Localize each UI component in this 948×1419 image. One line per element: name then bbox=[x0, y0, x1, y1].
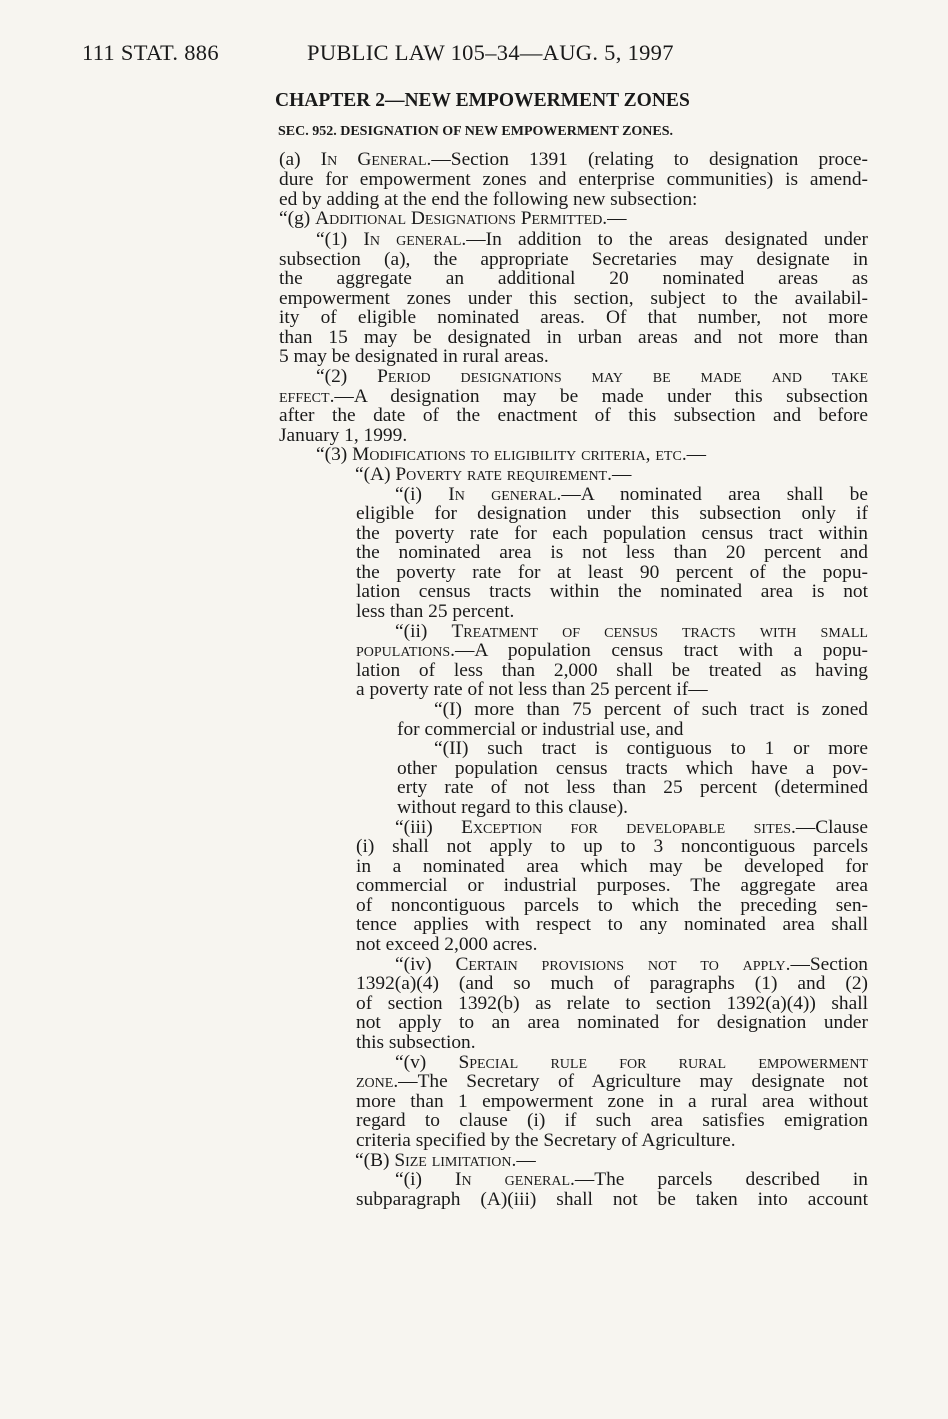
text-line: without regard to this clause). bbox=[397, 797, 629, 818]
text-line: “(A) Poverty rate requirement.— bbox=[355, 464, 632, 485]
text-line: “(II) such tract is contiguous to 1 or more bbox=[434, 738, 868, 759]
text-line: (a) In General.—Section 1391 (relating to designation proce- bbox=[279, 149, 868, 170]
text-line: subparagraph (A)(iii) shall not be taken into account bbox=[356, 1189, 868, 1210]
text-line: “(3) Modifications to eligibility criteria, etc.— bbox=[316, 444, 707, 465]
text-line: “(I) more than 75 percent of such tract is zoned bbox=[434, 699, 868, 720]
text-line: lation census tracts within the nominated area is not bbox=[356, 581, 868, 602]
text-line: the aggregate an additional 20 nominated areas as bbox=[279, 268, 868, 289]
text-line: not apply to an area nominated for designation under bbox=[356, 1012, 868, 1033]
section-heading: SEC. 952. DESIGNATION OF NEW EMPOWERMENT ZONES. bbox=[278, 124, 674, 139]
text-line: not exceed 2,000 acres. bbox=[356, 934, 538, 955]
text-line: “(ii) Treatment of census tracts with small bbox=[395, 621, 868, 642]
text-line: lation of less than 2,000 shall be treated as having bbox=[356, 660, 868, 681]
text-line: regard to clause (i) if such area satisfies emigration bbox=[356, 1110, 868, 1131]
text-line: 5 may be designated in rural areas. bbox=[279, 346, 549, 367]
text-line: 1392(a)(4) (and so much of paragraphs (1) and (2) bbox=[356, 973, 868, 994]
text-line: the poverty rate for each population census tract within bbox=[356, 523, 868, 544]
text-line: after the date of the enactment of this subsection and before bbox=[279, 405, 868, 426]
text-line: empowerment zones under this section, subject to the availabil- bbox=[279, 288, 868, 309]
text-line: “(2) Period designations may be made and take bbox=[316, 366, 868, 387]
text-line: the nominated area is not less than 20 percent and bbox=[356, 542, 868, 563]
text-line: “(B) Size limitation.— bbox=[355, 1150, 536, 1171]
text-line: “(v) Special rule for rural empowerment bbox=[395, 1052, 868, 1073]
text-line: zone.—The Secretary of Agriculture may designate not bbox=[356, 1071, 868, 1092]
text-line: populations.—A population census tract with a popu- bbox=[356, 640, 868, 661]
text-line: dure for empowerment zones and enterprise communities) is amend- bbox=[279, 169, 868, 190]
text-line: “(1) In general.—In addition to the areas designated under bbox=[316, 229, 868, 250]
statute-reference: 111 STAT. 886 bbox=[82, 40, 219, 65]
chapter-title: CHAPTER 2—NEW EMPOWERMENT ZONES bbox=[275, 90, 690, 111]
text-line: “(iv) Certain provisions not to apply.—Section bbox=[395, 954, 869, 975]
text-line: “(g) Additional Designations Permitted.— bbox=[279, 208, 627, 229]
text-line: January 1, 1999. bbox=[279, 425, 408, 446]
text-line: of noncontiguous parcels to which the preceding sen- bbox=[356, 895, 868, 916]
text-line: the poverty rate for at least 90 percent of the popu- bbox=[356, 562, 868, 583]
text-line: for commercial or industrial use, and bbox=[397, 719, 684, 740]
text-line: in a nominated area which may be developed for bbox=[356, 856, 868, 877]
text-line: commercial or industrial purposes. The aggregate area bbox=[356, 875, 868, 896]
text-line: “(iii) Exception for developable sites.—Clause bbox=[395, 817, 868, 838]
text-line: ed by adding at the end the following new subsection: bbox=[279, 189, 698, 210]
text-line: tence applies with respect to any nominated area shall bbox=[356, 914, 868, 935]
text-line: more than 1 empowerment zone in a rural area without bbox=[356, 1091, 868, 1112]
text-line: subsection (a), the appropriate Secretaries may designate in bbox=[279, 249, 868, 270]
public-law-reference: PUBLIC LAW 105–34—AUG. 5, 1997 bbox=[307, 40, 674, 65]
text-line: less than 25 percent. bbox=[356, 601, 515, 622]
text-line: than 15 may be designated in urban areas and not more than bbox=[279, 327, 868, 348]
text-line: erty rate of not less than 25 percent (determined bbox=[397, 777, 868, 798]
text-line: ity of eligible nominated areas. Of that number, not more bbox=[279, 307, 868, 328]
text-line: (i) shall not apply to up to 3 noncontiguous parcels bbox=[356, 836, 868, 857]
text-line: of section 1392(b) as relate to section 1392(a)(4)) shall bbox=[356, 993, 868, 1014]
text-line: “(i) In general.—The parcels described in bbox=[395, 1169, 868, 1190]
text-line: other population census tracts which have a pov- bbox=[397, 758, 868, 779]
text-line: effect.—A designation may be made under this subsection bbox=[279, 386, 868, 407]
text-line: eligible for designation under this subsection only if bbox=[356, 503, 868, 524]
text-line: criteria specified by the Secretary of Agriculture. bbox=[356, 1130, 736, 1151]
text-line: “(i) In general.—A nominated area shall be bbox=[395, 484, 868, 505]
text-line: this subsection. bbox=[356, 1032, 476, 1053]
text-line: a poverty rate of not less than 25 percent if— bbox=[356, 679, 708, 700]
